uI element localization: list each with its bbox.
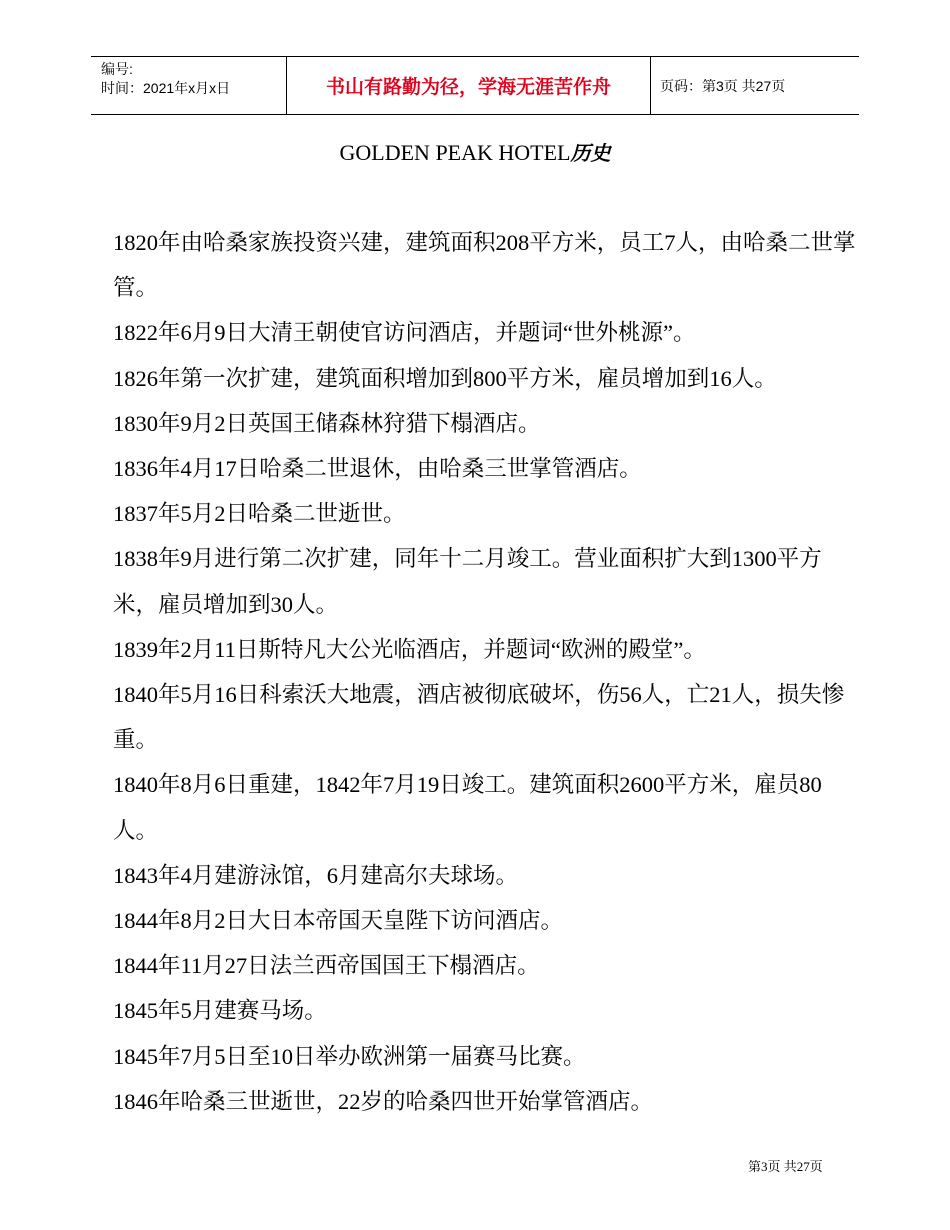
history-paragraph: 1845年7月5日至10日举办欧洲第一届赛马比赛。 [113,1043,586,1069]
page-info-text: 页码：第3页 共27页 [660,77,786,94]
title-english: GOLDEN PEAK HOTEL [339,140,571,165]
history-paragraph: 1838年9月进行第二次扩建，同年十二月竣工。营业面积扩大到1300平方米，雇员增加到30人。 [113,546,822,617]
history-paragraph: 1826年第一次扩建，建筑面积增加到800平方米，雇员增加到16人。 [113,365,777,391]
history-paragraph: 1837年5月2日哈桑二世逝世。 [113,501,406,527]
document-body [113,220,858,1124]
time-label: 时间：2021年x月x日 [101,80,231,96]
title-chinese: 历史 [570,141,611,165]
header-motto [286,57,651,114]
header-meta [91,57,286,114]
number-label: 编号: [101,61,133,77]
history-paragraph: 1844年11月27日法兰西帝国国王下榻酒店。 [113,953,540,979]
history-paragraph: 1840年5月16日科索沃大地震，酒店被彻底破坏，伤56人，亡21人，损失惨重。 [113,682,845,753]
history-paragraph: 1839年2月11日斯特凡大公光临酒店，并题词“欧洲的殿堂”。 [113,636,706,662]
history-paragraph: 1820年由哈桑家族投资兴建，建筑面积208平方米，员工7人，由哈桑二世掌管。 [113,230,856,301]
history-paragraph: 1840年8月6日重建，1842年7月19日竣工。建筑面积2600平方米，雇员80人。 [113,772,822,843]
footer-page-number: 第3页 共27页 [748,1159,823,1174]
history-paragraph: 1844年8月2日大日本帝国天皇陛下访问酒店。 [113,908,564,934]
history-paragraph: 1843年4月建游泳馆，6月建高尔夫球场。 [113,862,519,888]
page-footer [748,1156,823,1175]
history-paragraph: 1822年6月9日大清王朝使官访问酒店，并题词“世外桃源”。 [113,320,696,346]
history-paragraph: 1830年9月2日英国王储森林狩猎下榻酒店。 [113,410,541,436]
header-page-info [651,57,859,114]
history-paragraph: 1836年4月17日哈桑二世退休，由哈桑三世掌管酒店。 [113,456,642,482]
page-header [91,56,859,115]
motto-text: 书山有路勤为径，学海无涯苦作舟 [325,76,611,98]
history-paragraph: 1845年5月建赛马场。 [113,998,327,1024]
document-title [0,138,950,168]
history-paragraph: 1846年哈桑三世逝世，22岁的哈桑四世开始掌管酒店。 [113,1088,654,1114]
